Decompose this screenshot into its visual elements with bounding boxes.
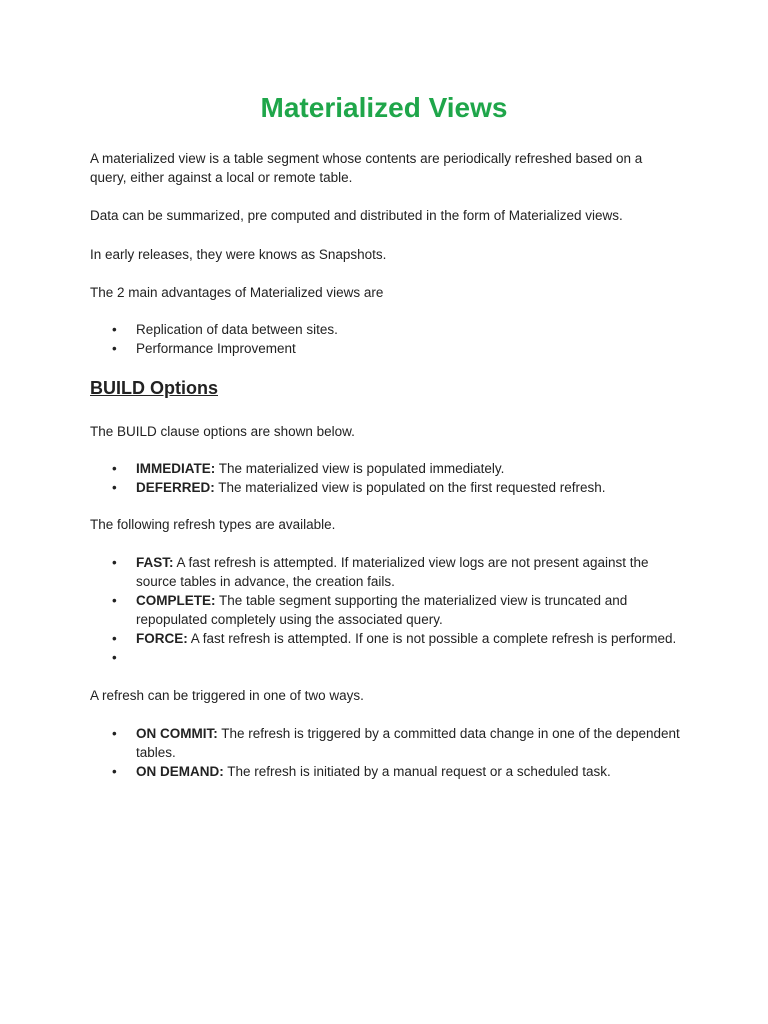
bullet-icon: • bbox=[112, 764, 117, 779]
refresh-types-intro: The following refresh types are available. bbox=[90, 517, 336, 532]
term-label: COMPLETE: bbox=[136, 593, 216, 608]
bullet-icon: • bbox=[112, 341, 117, 356]
term-label: FORCE: bbox=[136, 631, 188, 646]
build-intro: The BUILD clause options are shown below. bbox=[90, 424, 355, 439]
intro-paragraph-2: Data can be summarized, pre computed and distributed in the form of Materialized views. bbox=[90, 208, 623, 223]
list-item bbox=[90, 629, 680, 648]
bullet-icon: • bbox=[112, 726, 117, 741]
list-item-empty bbox=[90, 648, 680, 667]
bullet-icon: • bbox=[112, 631, 117, 646]
advantages-list bbox=[90, 320, 680, 358]
bullet-icon: • bbox=[112, 322, 117, 337]
list-item bbox=[90, 762, 680, 781]
page-title: Materialized Views bbox=[260, 92, 508, 123]
term-description: The materialized view is populated immediately. bbox=[215, 461, 505, 476]
term-label: IMMEDIATE: bbox=[136, 461, 216, 476]
term-description: The table segment supporting the materialized view is truncated and repopulated completely using the associated query. bbox=[136, 593, 628, 627]
bullet-icon: • bbox=[112, 461, 117, 476]
list-item bbox=[90, 724, 680, 762]
triggers-list bbox=[90, 724, 680, 781]
term-description: The materialized view is populated on the first requested refresh. bbox=[214, 480, 606, 495]
list-item bbox=[90, 591, 680, 629]
bullet-icon: • bbox=[112, 555, 117, 570]
refresh-types-list bbox=[90, 553, 680, 667]
section-heading-build: BUILD Options bbox=[90, 378, 218, 398]
list-item bbox=[90, 339, 680, 358]
term-description: A fast refresh is attempted. If one is not possible a complete refresh is performed. bbox=[187, 631, 677, 646]
term-label: DEFERRED: bbox=[136, 480, 215, 495]
intro-paragraph-4: The 2 main advantages of Materialized views are bbox=[90, 285, 384, 300]
list-item-text: Replication of data between sites. bbox=[136, 322, 338, 337]
build-options-list bbox=[90, 459, 680, 497]
list-item bbox=[90, 320, 680, 339]
list-item-text: Performance Improvement bbox=[136, 341, 296, 356]
term-label: ON COMMIT: bbox=[136, 726, 218, 741]
term-description: The refresh is initiated by a manual request or a scheduled task. bbox=[223, 764, 611, 779]
bullet-icon: • bbox=[112, 650, 117, 665]
term-description: The refresh is triggered by a committed data change in one of the dependent tables. bbox=[136, 726, 680, 760]
list-item bbox=[90, 478, 680, 497]
bullet-icon: • bbox=[112, 593, 117, 608]
intro-paragraph-3: In early releases, they were knows as Snapshots. bbox=[90, 247, 387, 262]
triggers-intro: A refresh can be triggered in one of two ways. bbox=[90, 688, 364, 703]
term-label: ON DEMAND: bbox=[136, 764, 224, 779]
list-item bbox=[90, 553, 680, 591]
list-item bbox=[90, 459, 680, 478]
term-label: FAST: bbox=[136, 555, 174, 570]
intro-paragraph-1: A materialized view is a table segment whose contents are periodically refreshed based on a query, either against a local or remote table. bbox=[90, 151, 643, 185]
bullet-icon: • bbox=[112, 480, 117, 495]
term-description bbox=[136, 650, 140, 665]
term-description: A fast refresh is attempted. If materialized view logs are not present against the source tables in advance, the creation fails. bbox=[136, 555, 649, 589]
